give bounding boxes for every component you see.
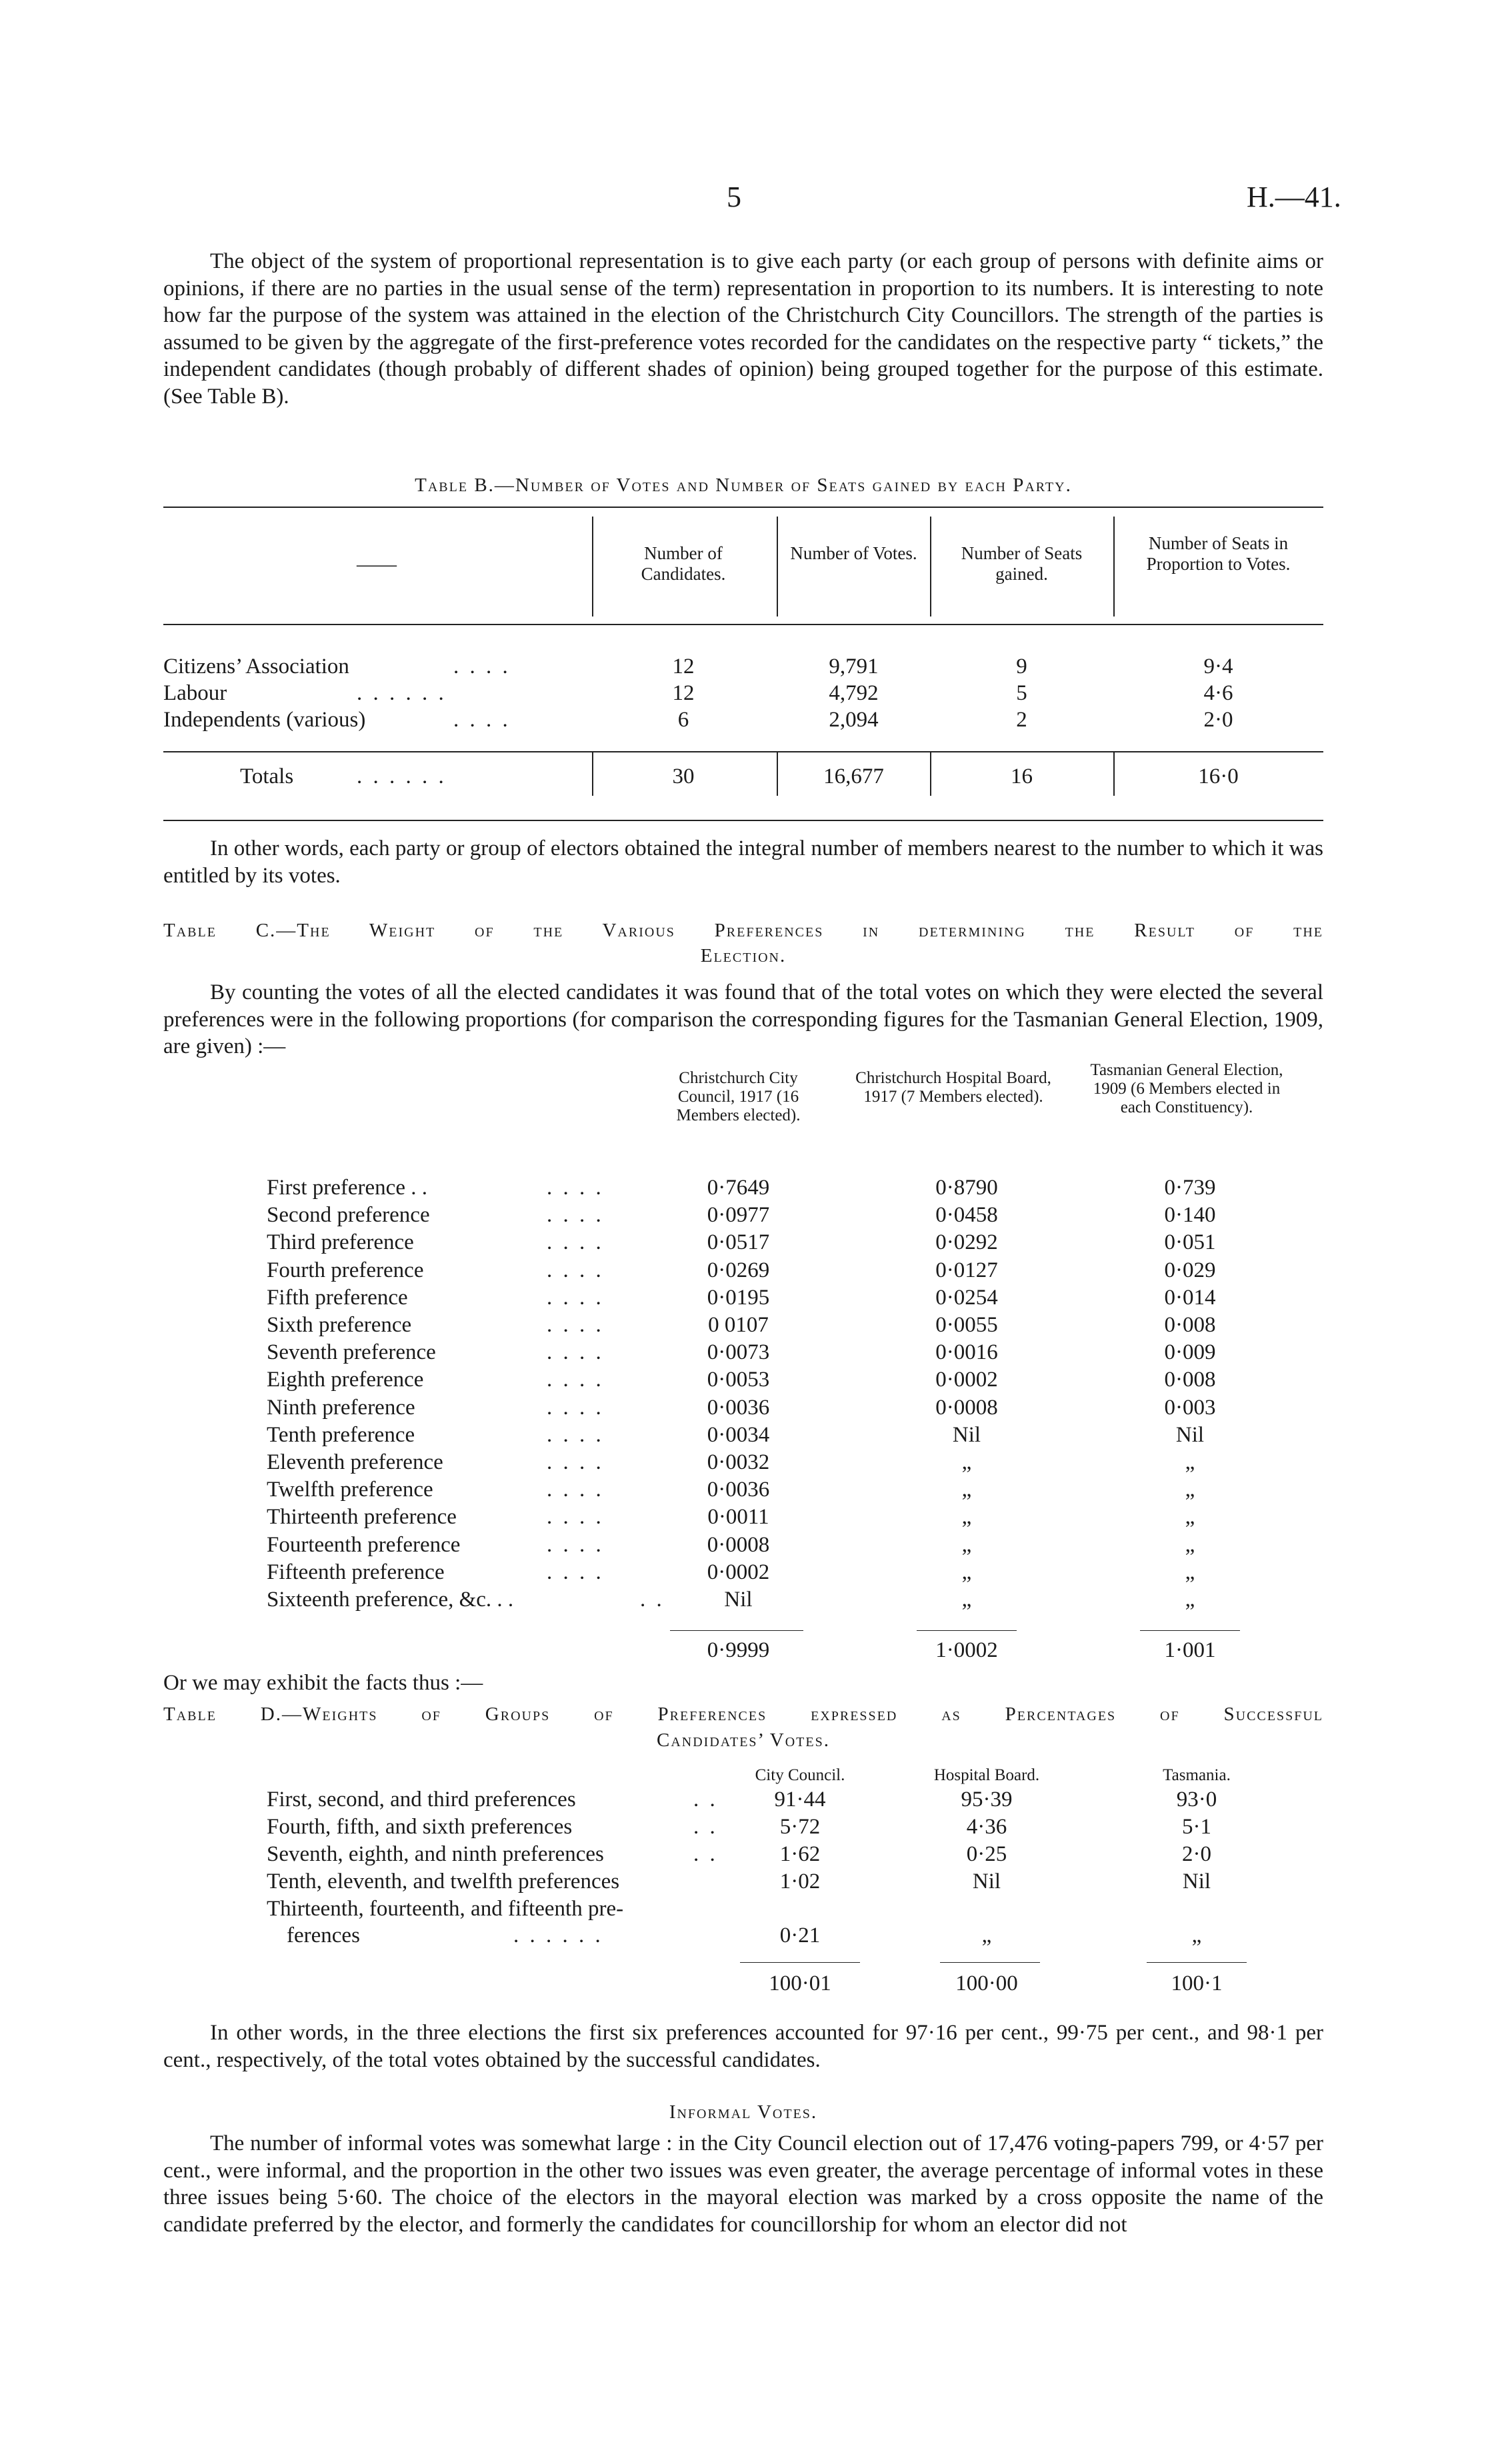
cell-hospital-board: „ <box>961 1533 972 1557</box>
table-b-title: Table B.—Number of Votes and Number of Seats gained by each Party. <box>415 475 1072 496</box>
cell-hospital-board: Nil <box>972 1869 1001 1893</box>
cell-tasmania: „ <box>1191 1923 1202 1947</box>
cell-hospital-board: „ <box>961 1560 972 1584</box>
cell-hospital-board: 0·0292 <box>935 1230 998 1254</box>
row-leader-dots: . . . . <box>547 1560 604 1584</box>
row-label: Fourth, fifth, and sixth preferences <box>267 1815 573 1839</box>
row-leader-dots: . . <box>693 1815 718 1839</box>
cell-city-council: 91·44 <box>774 1788 826 1812</box>
cell-proportion: 9·4 <box>1203 654 1233 678</box>
table-b-stub-header: —— <box>357 553 397 575</box>
row-leader-dots: . . . . <box>453 708 511 732</box>
cell-city-council: 0·0053 <box>707 1368 770 1392</box>
cell-tasmania: 0·051 <box>1164 1230 1216 1254</box>
cell-city-council: Nil <box>724 1588 753 1612</box>
row-label: Tenth preference <box>267 1423 415 1447</box>
cell-tasmania: „ <box>1185 1588 1195 1612</box>
after-table-b-paragraph: In other words, each party or group of electors obtained the integral number of members nearest to the number to which it was entitled by its votes. <box>163 836 1323 888</box>
cell-tasmania: 0·029 <box>1164 1258 1216 1282</box>
row-leader-dots: . . <box>693 1842 718 1866</box>
cell-tasmania: 0·008 <box>1164 1313 1216 1337</box>
row-label: Citizens’ Association <box>163 654 349 678</box>
table-b-col-divider <box>1113 517 1115 616</box>
row-leader-dots: . . <box>640 1588 665 1612</box>
row-label: First preference . . <box>267 1176 427 1200</box>
row-label: ferences <box>287 1923 360 1947</box>
cell-city-council: 0·7649 <box>707 1176 770 1200</box>
row-label: Seventh preference <box>267 1340 436 1364</box>
row-leader-dots: . . . . <box>547 1258 604 1282</box>
cell-city-council: 0·0032 <box>707 1450 770 1474</box>
row-leader-dots: . . . . . . <box>357 764 447 788</box>
table-c-total-city: 0·9999 <box>707 1638 770 1662</box>
table-b-col-divider <box>930 752 931 796</box>
table-c-total-tasmania: 1·001 <box>1164 1638 1216 1662</box>
cell-votes: 4,792 <box>829 681 879 705</box>
cell-votes: 2,094 <box>829 708 879 732</box>
table-d-sum-rule <box>740 1962 860 1963</box>
table-d-title-line2: Candidates’ Votes. <box>657 1730 830 1751</box>
cell-tasmania: „ <box>1185 1450 1195 1474</box>
cell-city-council: 0·0517 <box>707 1230 770 1254</box>
row-leader-dots: . . . . <box>547 1423 604 1447</box>
total-candidates: 30 <box>672 764 695 788</box>
row-label: First, second, and third preferences <box>267 1788 576 1812</box>
cell-city-council: 0·0073 <box>707 1340 770 1364</box>
cell-hospital-board: „ <box>961 1478 972 1502</box>
table-c-header-city-council: Christchurch City Council, 1917 (16 Members elected). <box>676 1069 801 1124</box>
row-label: Thirteenth preference <box>267 1505 457 1529</box>
total-proportion: 16·0 <box>1198 764 1239 788</box>
cell-tasmania: „ <box>1185 1533 1195 1557</box>
cell-tasmania: 0·009 <box>1164 1340 1216 1364</box>
cell-hospital-board: 0·0458 <box>935 1203 998 1227</box>
row-label: Thirteenth, fourteenth, and fifteenth pre- <box>267 1897 624 1921</box>
cell-hospital-board: 0·0016 <box>935 1340 998 1364</box>
table-d-title-line1: Table D.—Weights of Groups of Preferences expressed as Percentages of Successful <box>163 1704 1323 1725</box>
row-leader-dots: . . . . <box>453 654 511 678</box>
table-c-sum-rule <box>670 1630 803 1631</box>
table-c-title-line1: Table C.—The Weight of the Various Preferences in determining the Result of the <box>163 920 1323 941</box>
row-label: Eleventh preference <box>267 1450 443 1474</box>
table-b-col-divider <box>930 517 931 616</box>
cell-hospital-board: 0·25 <box>966 1842 1007 1866</box>
row-label: Independents (various) <box>163 708 366 732</box>
row-leader-dots: . . . . <box>547 1505 604 1529</box>
table-b-col-divider <box>592 517 593 616</box>
intro-paragraph: The object of the system of proportional representation is to give each party (or each group of persons with definite aims or opinions, if there are no parties in the usual sense of the term) representation in proportion to its numbers. It is interesting to note how far the purpose of the system was attained in the election of the Christchurch City Councillors. The strength of the parties is assumed to be given by the aggregate of the first-preference votes recorded for the candidates on the respective party “ tickets,” the independent candidates (though probably of different shades of opinion) being grouped together for the purpose of this estimate. (See Table B). <box>163 249 1323 409</box>
row-leader-dots: . . . . <box>547 1230 604 1254</box>
row-leader-dots: . . . . <box>547 1340 604 1364</box>
cell-tasmania: 2·0 <box>1182 1842 1211 1866</box>
cell-tasmania: Nil <box>1175 1423 1205 1447</box>
cell-candidates: 12 <box>672 681 695 705</box>
cell-tasmania: „ <box>1185 1478 1195 1502</box>
row-leader-dots: . . <box>693 1788 718 1812</box>
cell-seats: 9 <box>1016 654 1027 678</box>
cell-tasmania: 0·008 <box>1164 1368 1216 1392</box>
row-label: Third preference <box>267 1230 414 1254</box>
cell-hospital-board: „ <box>981 1923 992 1947</box>
row-leader-dots: . . . . <box>547 1203 604 1227</box>
total-seats: 16 <box>1011 764 1033 788</box>
after-table-d-paragraph: In other words, in the three elections the first six preferences accounted for 97·16 per cent., 99·75 per cent., and 98·1 per cent., respectively, of the total votes obtained by the successful candidates. <box>163 2021 1323 2072</box>
table-c-header-tasmania: Tasmanian General Election, 1909 (6 Members elected in each Constituency). <box>1090 1061 1283 1116</box>
cell-city-council: 0·0036 <box>707 1396 770 1420</box>
cell-city-council: 0·0269 <box>707 1258 770 1282</box>
cell-city-council: 0 0107 <box>708 1313 769 1337</box>
row-leader-dots: . . . . . . <box>513 1923 603 1947</box>
table-c-total-hospital: 1·0002 <box>935 1638 998 1662</box>
row-label: Twelfth preference <box>267 1478 433 1502</box>
document-reference: H.—41. <box>1247 181 1341 213</box>
table-b-header-rule <box>163 624 1323 625</box>
informal-votes-heading: Informal Votes. <box>669 2101 818 2123</box>
row-label: Labour <box>163 681 227 705</box>
row-leader-dots: . . . . <box>547 1396 604 1420</box>
cell-hospital-board: „ <box>961 1588 972 1612</box>
informal-votes-paragraph: The number of informal votes was somewhat large : in the City Council election out of 17,476 voting-papers 799, or 4·57 per cent., were informal, and the proportion in the other two issues was even greater, the average percentage of informal votes in these three issues being 5·60. The choice of the electors in the mayoral election was marked by a cross opposite the name of the candidate preferred by the elector, and formerly the candidates for councillorship for whom an elector did not <box>163 2131 1323 2237</box>
table-b-header-proportion: Number of Seats in Proportion to Votes. <box>1146 533 1291 574</box>
cell-tasmania: 0·140 <box>1164 1203 1216 1227</box>
cell-tasmania: „ <box>1185 1505 1195 1529</box>
cell-city-council: 0·0008 <box>707 1533 770 1557</box>
row-label: Sixteenth preference, &c. . . <box>267 1588 514 1612</box>
table-d-header-hospital-board: Hospital Board. <box>933 1766 1040 1784</box>
row-label: Fifteenth preference <box>267 1560 445 1584</box>
cell-city-council: 5·72 <box>779 1815 821 1839</box>
table-b-col-divider <box>777 752 778 796</box>
table-d-total-hospital: 100·00 <box>955 1971 1018 1995</box>
table-c-intro: By counting the votes of all the elected candidates it was found that of the total votes on which they were elected the several preferences were in the following proportions (for comparison the corresponding figures for the Tasmanian General Election, 1909, are given) :— <box>163 980 1323 1058</box>
cell-hospital-board: 0·0002 <box>935 1368 998 1392</box>
cell-candidates: 6 <box>677 708 689 732</box>
cell-hospital-board: „ <box>961 1505 972 1529</box>
row-leader-dots: . . . . <box>547 1368 604 1392</box>
cell-city-council: 1·02 <box>779 1869 821 1893</box>
cell-tasmania: 93·0 <box>1176 1788 1217 1812</box>
cell-city-council: 0·0034 <box>707 1423 770 1447</box>
cell-tasmania: 5·1 <box>1182 1815 1211 1839</box>
row-leader-dots: . . . . . . <box>357 681 447 705</box>
table-d-sum-rule <box>940 1962 1040 1963</box>
cell-seats: 2 <box>1016 708 1027 732</box>
page-number: 5 <box>727 181 741 213</box>
row-leader-dots: . . . . <box>547 1450 604 1474</box>
totals-label: Totals <box>240 764 294 788</box>
cell-city-council: 0·0036 <box>707 1478 770 1502</box>
table-d-total-city: 100·01 <box>769 1971 831 1995</box>
row-leader-dots: . . . . <box>547 1478 604 1502</box>
table-c-header-hospital-board: Christchurch Hospital Board, 1917 (7 Members elected). <box>855 1069 1051 1106</box>
cell-tasmania: 0·014 <box>1164 1286 1216 1310</box>
row-label: Seventh, eighth, and ninth preferences <box>267 1842 604 1866</box>
row-label: Fourth preference <box>267 1258 424 1282</box>
cell-proportion: 2·0 <box>1203 708 1233 732</box>
cell-tasmania: 0·739 <box>1164 1176 1216 1200</box>
row-label: Second preference <box>267 1203 430 1227</box>
cell-city-council: 0·0195 <box>707 1286 770 1310</box>
cell-hospital-board: Nil <box>952 1423 981 1447</box>
table-b-header-seats: Number of Seats gained. <box>961 543 1083 584</box>
cell-hospital-board: 0·8790 <box>935 1176 998 1200</box>
cell-city-council: 0·0002 <box>707 1560 770 1584</box>
table-b-totals-rule <box>163 751 1323 752</box>
cell-tasmania: „ <box>1185 1560 1195 1584</box>
row-leader-dots: . . . . <box>547 1176 604 1200</box>
table-d-total-tasmania: 100·1 <box>1171 1971 1223 1995</box>
cell-hospital-board: „ <box>961 1450 972 1474</box>
cell-candidates: 12 <box>672 654 695 678</box>
cell-city-council: 1·62 <box>779 1842 821 1866</box>
total-votes: 16,677 <box>823 764 884 788</box>
row-label: Eighth preference <box>267 1368 424 1392</box>
cell-tasmania: Nil <box>1182 1869 1211 1893</box>
row-leader-dots: . . . . <box>547 1533 604 1557</box>
table-b-top-rule <box>163 507 1323 508</box>
table-b-header-votes: Number of Votes. <box>790 543 917 563</box>
row-leader-dots: . . . . <box>547 1313 604 1337</box>
cell-hospital-board: 0·0127 <box>935 1258 998 1282</box>
table-b-col-divider <box>777 517 778 616</box>
table-d-sum-rule <box>1147 1962 1247 1963</box>
cell-hospital-board: 0·0055 <box>935 1313 998 1337</box>
cell-tasmania: 0·003 <box>1164 1396 1216 1420</box>
or-line: Or we may exhibit the facts thus :— <box>163 1671 483 1695</box>
cell-hospital-board: 95·39 <box>961 1788 1013 1812</box>
cell-hospital-board: 4·36 <box>966 1815 1007 1839</box>
table-d-header-city-council: City Council. <box>755 1766 845 1784</box>
cell-city-council: 0·0977 <box>707 1203 770 1227</box>
table-c-sum-rule <box>1140 1630 1240 1631</box>
row-label: Ninth preference <box>267 1396 415 1420</box>
cell-city-council: 0·21 <box>779 1923 821 1947</box>
cell-seats: 5 <box>1016 681 1027 705</box>
table-b-col-divider <box>1113 752 1115 796</box>
cell-hospital-board: 0·0008 <box>935 1396 998 1420</box>
table-b-header-candidates: Number of Candidates. <box>641 543 726 584</box>
cell-proportion: 4·6 <box>1203 681 1233 705</box>
row-label: Fifth preference <box>267 1286 408 1310</box>
row-label: Tenth, eleventh, and twelfth preferences <box>267 1869 620 1893</box>
cell-hospital-board: 0·0254 <box>935 1286 998 1310</box>
table-b-col-divider <box>592 752 593 796</box>
table-c-sum-rule <box>917 1630 1017 1631</box>
table-b-bottom-rule <box>163 820 1323 821</box>
table-d-header-tasmania: Tasmania. <box>1163 1766 1231 1784</box>
row-label: Sixth preference <box>267 1313 412 1337</box>
row-label: Fourteenth preference <box>267 1533 461 1557</box>
row-leader-dots: . . . . <box>547 1286 604 1310</box>
cell-votes: 9,791 <box>829 654 879 678</box>
table-c-title-line2: Election. <box>700 945 787 966</box>
cell-city-council: 0·0011 <box>707 1505 769 1529</box>
